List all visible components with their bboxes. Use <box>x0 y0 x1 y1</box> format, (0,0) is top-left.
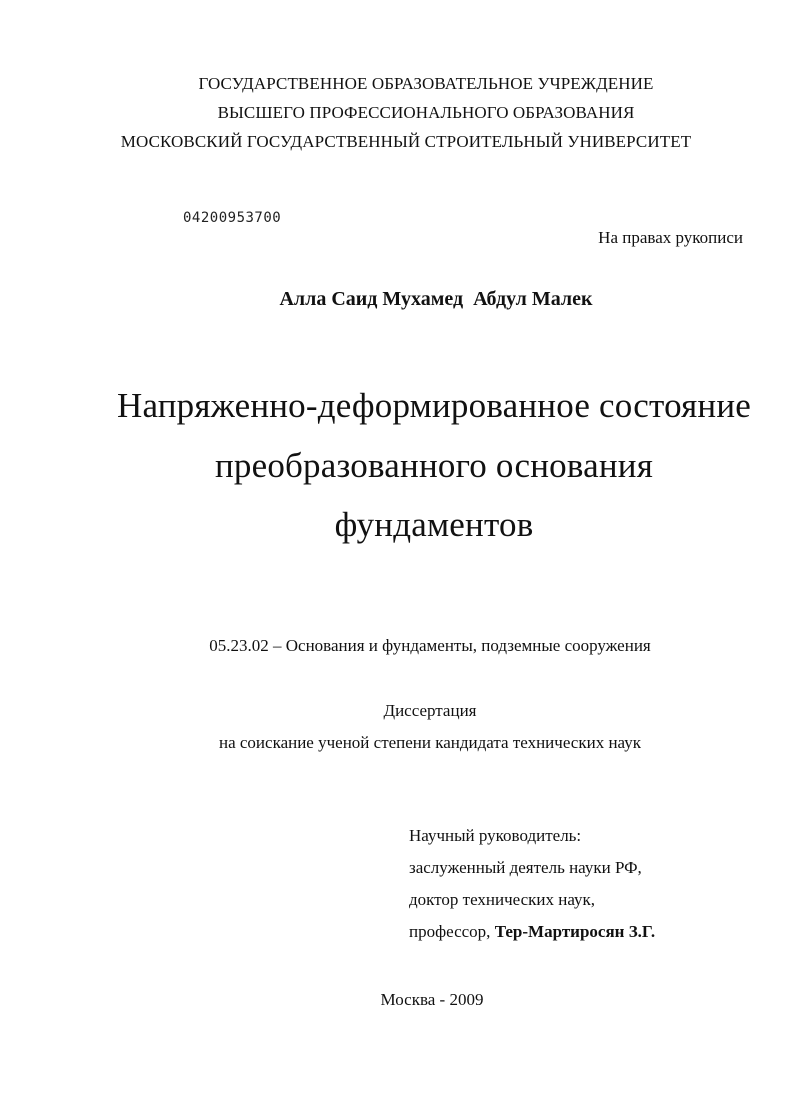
document-type: Диссертация <box>383 701 477 720</box>
institution-line-1: ГОСУДАРСТВЕННОЕ ОБРАЗОВАТЕЛЬНОЕ УЧРЕЖДЕНИЕ <box>198 74 654 93</box>
institution-line-2: ВЫСШЕГО ПРОФЕССИОНАЛЬНОГО ОБРАЗОВАНИЯ <box>217 103 635 122</box>
degree-sought: на соискание ученой степени кандидата технических наук <box>218 733 641 752</box>
supervisor-heading: Научный руководитель: <box>409 826 582 845</box>
supervisor-title-2: доктор технических наук, <box>409 890 596 909</box>
title-line-2: преобразованного основания <box>214 446 654 485</box>
document-number: 04200953700 <box>183 210 282 226</box>
title-line-3: фундаментов <box>334 505 534 544</box>
supervisor-name: Тер-Мартиросян З.Г. <box>494 922 656 941</box>
supervisor-rank: профессор, <box>409 922 491 941</box>
institution-line-3: МОСКОВСКИЙ ГОСУДАРСТВЕННЫЙ СТРОИТЕЛЬНЫЙ УНИВЕРСИТЕТ <box>120 132 692 151</box>
author-name: Алла Саид Мухамед Абдул Малек <box>279 288 593 310</box>
supervisor-title-1: заслуженный деятель науки РФ, <box>409 858 642 877</box>
supervisor-block <box>409 826 655 954</box>
specialty-code: 05.23.02 – Основания и фундаменты, подземные сооружения <box>209 636 651 655</box>
place-and-year: Москва - 2009 <box>380 990 484 1009</box>
title-line-1: Напряженно-деформированное состояние <box>116 386 752 425</box>
supervisor-rank-row <box>409 922 655 954</box>
manuscript-rights-note: На правах рукописи <box>598 228 743 247</box>
